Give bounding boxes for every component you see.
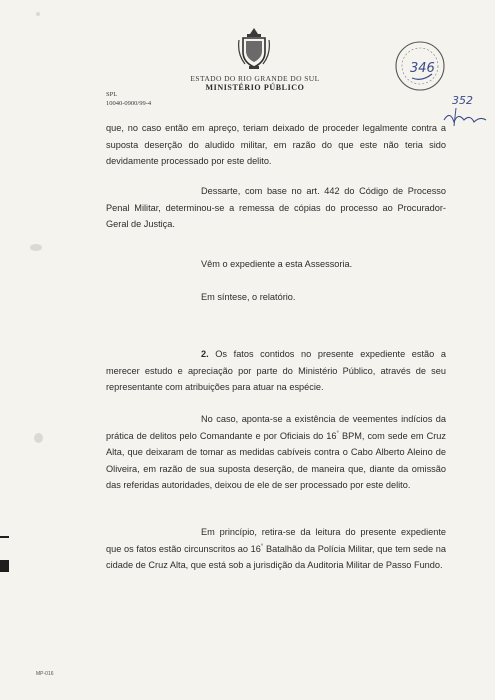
letterhead — [170, 74, 340, 92]
paragraph-body: Os fatos contidos no presente expediente estão a merecer estudo e apreciação por parte do Ministério Público, através de seu representante com atribuições para atuar na espécie. — [106, 349, 446, 392]
paragraph — [106, 289, 446, 306]
paragraph-text: Em síntese, o relatório. — [201, 292, 296, 302]
state-name: ESTADO DO RIO GRANDE DO SUL — [190, 74, 320, 83]
paragraph-text — [106, 411, 446, 494]
stamp-handwritten-number: 346 — [410, 61, 435, 76]
handwritten-page-number — [440, 90, 490, 132]
paragraph-body: Batalhão da Polícia Militar, que tem sede na cidade de Cruz Alta, que está sob a jurisdição da Auditoria Militar de Passo Fundo. — [106, 543, 446, 570]
paragraph-text: Dessarte, com base no art. 442 do Código de Processo Penal Militar, determinou-se a remessa de cópias do processo ao Procurador-Geral de Justiça. — [106, 186, 446, 229]
paragraph — [106, 256, 446, 273]
paragraph-text — [106, 346, 446, 396]
scan-smudge — [34, 433, 43, 443]
paragraph-body: BPM, com sede em Cruz Alta, que deixaram de tomar as medidas cabíveis contra o Cabo Alberto Aleino de Oliveira, em razão de sua suposta deserção, de maneira que, diante da omissão das referidas autoridades, deixou de ele de ser processado por este delito. — [106, 430, 446, 490]
page-number-stamp — [392, 38, 448, 94]
paragraph-text: que, no caso então em apreço, teriam deixado de proceder legalmente contra a suposta deserção do aludido militar, em razão do que este não teria sido devidamente processado por este delito. — [106, 123, 446, 166]
scan-smudge — [36, 12, 40, 16]
paragraph — [106, 183, 446, 233]
paragraph-body: Em princípio, retira-se da leitura do presente expediente que os fatos estão circunscritos ao 16 — [106, 527, 446, 554]
margin-mark — [0, 560, 9, 572]
spl-label: SPL — [106, 91, 118, 98]
paragraph — [106, 411, 446, 494]
process-number: 10040-0900/99-4 — [106, 100, 152, 107]
paragraph — [106, 120, 446, 170]
margin-mark — [0, 536, 9, 538]
handwritten-number: 352 — [452, 94, 473, 107]
scan-smudge — [30, 244, 42, 251]
ministry-name: MINISTÉRIO PÚBLICO — [205, 83, 305, 92]
form-code: MP-016 — [36, 671, 54, 677]
paragraph-text: Vêm o expediente a esta Assessoria. — [201, 259, 353, 269]
paragraph-text — [106, 524, 446, 574]
paragraph — [106, 524, 446, 574]
section-number: 2. — [201, 349, 209, 359]
degree-sign: ° — [260, 543, 264, 550]
paragraph — [106, 346, 446, 396]
process-reference — [106, 90, 151, 108]
degree-sign: ° — [336, 430, 339, 437]
paragraph-body: No caso, aponta-se a existência de veementes indícios da prática de delitos pelo Comandante e por Oficiais do 16 — [106, 414, 446, 441]
coat-of-arms-icon — [237, 26, 271, 70]
